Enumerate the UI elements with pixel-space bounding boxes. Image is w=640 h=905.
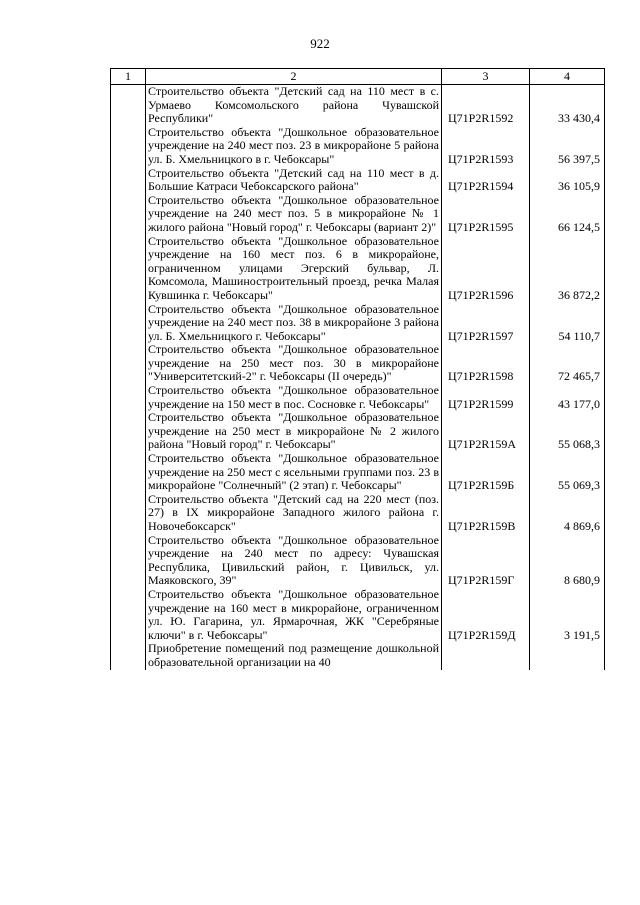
row-number-cell — [111, 384, 146, 411]
row-amount — [530, 642, 605, 669]
row-code: Ц71Р2R1599 — [442, 384, 530, 411]
row-number-cell — [111, 411, 146, 452]
row-code — [442, 642, 530, 669]
table-row — [111, 303, 605, 344]
table-row — [111, 588, 605, 642]
row-amount: 36 105,9 — [530, 167, 605, 194]
table-row — [111, 384, 605, 411]
row-number-cell — [111, 642, 146, 669]
row-code: Ц71Р2R1597 — [442, 303, 530, 344]
table-row — [111, 167, 605, 194]
row-description: Строительство объекта "Дошкольное образовательное учреждение на 240 мест поз. 5 в микрорайоне № 1 жилого района "Новый город" г. Чебоксары (вариант 2)" — [146, 194, 442, 235]
table-row — [111, 411, 605, 452]
row-description: Строительство объекта "Дошкольное образовательное учреждение на 150 мест в пос. Сосновке г. Чебоксары" — [146, 384, 442, 411]
row-number-cell — [111, 343, 146, 384]
header-col-4: 4 — [530, 69, 605, 85]
table-row — [111, 642, 605, 669]
row-amount: 72 465,7 — [530, 343, 605, 384]
row-amount: 8 680,9 — [530, 534, 605, 588]
row-number-cell — [111, 194, 146, 235]
row-description: Строительство объекта "Дошкольное образовательное учреждение на 240 мест поз. 23 в микрорайоне 5 района ул. Б. Хмельницкого в г. Чебоксары" — [146, 126, 442, 167]
row-number-cell — [111, 588, 146, 642]
row-number-cell — [111, 85, 146, 126]
table-row — [111, 85, 605, 126]
row-amount: 33 430,4 — [530, 85, 605, 126]
row-description: Строительство объекта "Дошкольное образовательное учреждение на 160 мест поз. 6 в микрорайоне, ограниченном улицами Эгерский бульвар, Л. Комсомола, Машиностроительный проезд, речка Малая Кувшинка г. Чебоксары" — [146, 235, 442, 303]
row-amount: 55 068,3 — [530, 411, 605, 452]
row-description: Строительство объекта "Детский сад на 110 мест в с. Урмаево Комсомольского района Чувашской Республики" — [146, 85, 442, 126]
row-amount: 54 110,7 — [530, 303, 605, 344]
row-amount: 4 869,6 — [530, 493, 605, 534]
table-row — [111, 126, 605, 167]
row-code: Ц71Р2R1594 — [442, 167, 530, 194]
row-amount: 3 191,5 — [530, 588, 605, 642]
row-code: Ц71Р2R1596 — [442, 235, 530, 303]
row-code: Ц71Р2R1595 — [442, 194, 530, 235]
row-amount: 43 177,0 — [530, 384, 605, 411]
row-description: Строительство объекта "Детский сад на 220 мест (поз. 27) в IX микрорайоне Западного жилого района г. Новочебоксарск" — [146, 493, 442, 534]
table-body — [111, 85, 605, 670]
row-description: Строительство объекта "Дошкольное образовательное учреждение на 250 мест в микрорайоне № 2 жилого района "Новый город" г. Чебоксары" — [146, 411, 442, 452]
row-code: Ц71Р2R1593 — [442, 126, 530, 167]
budget-table — [110, 68, 605, 670]
row-code: Ц71Р2R159Г — [442, 534, 530, 588]
table-row — [111, 235, 605, 303]
row-code: Ц71Р2R1592 — [442, 85, 530, 126]
row-description: Строительство объекта "Дошкольное образовательное учреждение на 250 мест поз. 30 в микрорайоне "Университетский-2" г. Чебоксары (II очередь)" — [146, 343, 442, 384]
row-amount: 36 872,2 — [530, 235, 605, 303]
row-description: Строительство объекта "Дошкольное образовательное учреждение на 240 мест поз. 38 в микрорайоне 3 района ул. Б. Хмельницкого г. Чебоксары" — [146, 303, 442, 344]
row-code: Ц71Р2R159В — [442, 493, 530, 534]
header-col-2: 2 — [146, 69, 442, 85]
row-number-cell — [111, 534, 146, 588]
row-amount: 55 069,3 — [530, 452, 605, 493]
header-col-3: 3 — [442, 69, 530, 85]
table-row — [111, 194, 605, 235]
row-number-cell — [111, 303, 146, 344]
header-col-1: 1 — [111, 69, 146, 85]
table-row — [111, 534, 605, 588]
table-row — [111, 493, 605, 534]
row-description: Строительство объекта "Детский сад на 110 мест в д. Большие Катраси Чебоксарского района" — [146, 167, 442, 194]
table-row — [111, 452, 605, 493]
row-number-cell — [111, 167, 146, 194]
row-code: Ц71Р2R1598 — [442, 343, 530, 384]
row-description: Приобретение помещений под размещение дошкольной образовательной организации на 40 — [146, 642, 442, 669]
row-code: Ц71Р2R159Д — [442, 588, 530, 642]
row-description: Строительство объекта "Дошкольное образовательное учреждение на 160 мест в микрорайоне, ограниченном ул. Ю. Гагарина, ул. Ярмарочная, ЖК "Серебряные ключи" в г. Чебоксары" — [146, 588, 442, 642]
page-number: 922 — [310, 36, 330, 51]
row-amount: 56 397,5 — [530, 126, 605, 167]
table-header-row — [111, 69, 605, 85]
row-number-cell — [111, 126, 146, 167]
row-description: Строительство объекта "Дошкольное образовательное учреждение на 250 мест с ясельными группами поз. 23 в микрорайоне "Солнечный" (2 этап) г. Чебоксары" — [146, 452, 442, 493]
row-number-cell — [111, 452, 146, 493]
row-number-cell — [111, 235, 146, 303]
table-row — [111, 343, 605, 384]
row-code: Ц71Р2R159А — [442, 411, 530, 452]
row-amount: 66 124,5 — [530, 194, 605, 235]
row-number-cell — [111, 493, 146, 534]
row-code: Ц71Р2R159Б — [442, 452, 530, 493]
row-description: Строительство объекта "Дошкольное образовательное учреждение на 240 мест по адресу: Чувашская Республика, Цивильский район, г. Цивильск, ул. Маяковского, 39" — [146, 534, 442, 588]
